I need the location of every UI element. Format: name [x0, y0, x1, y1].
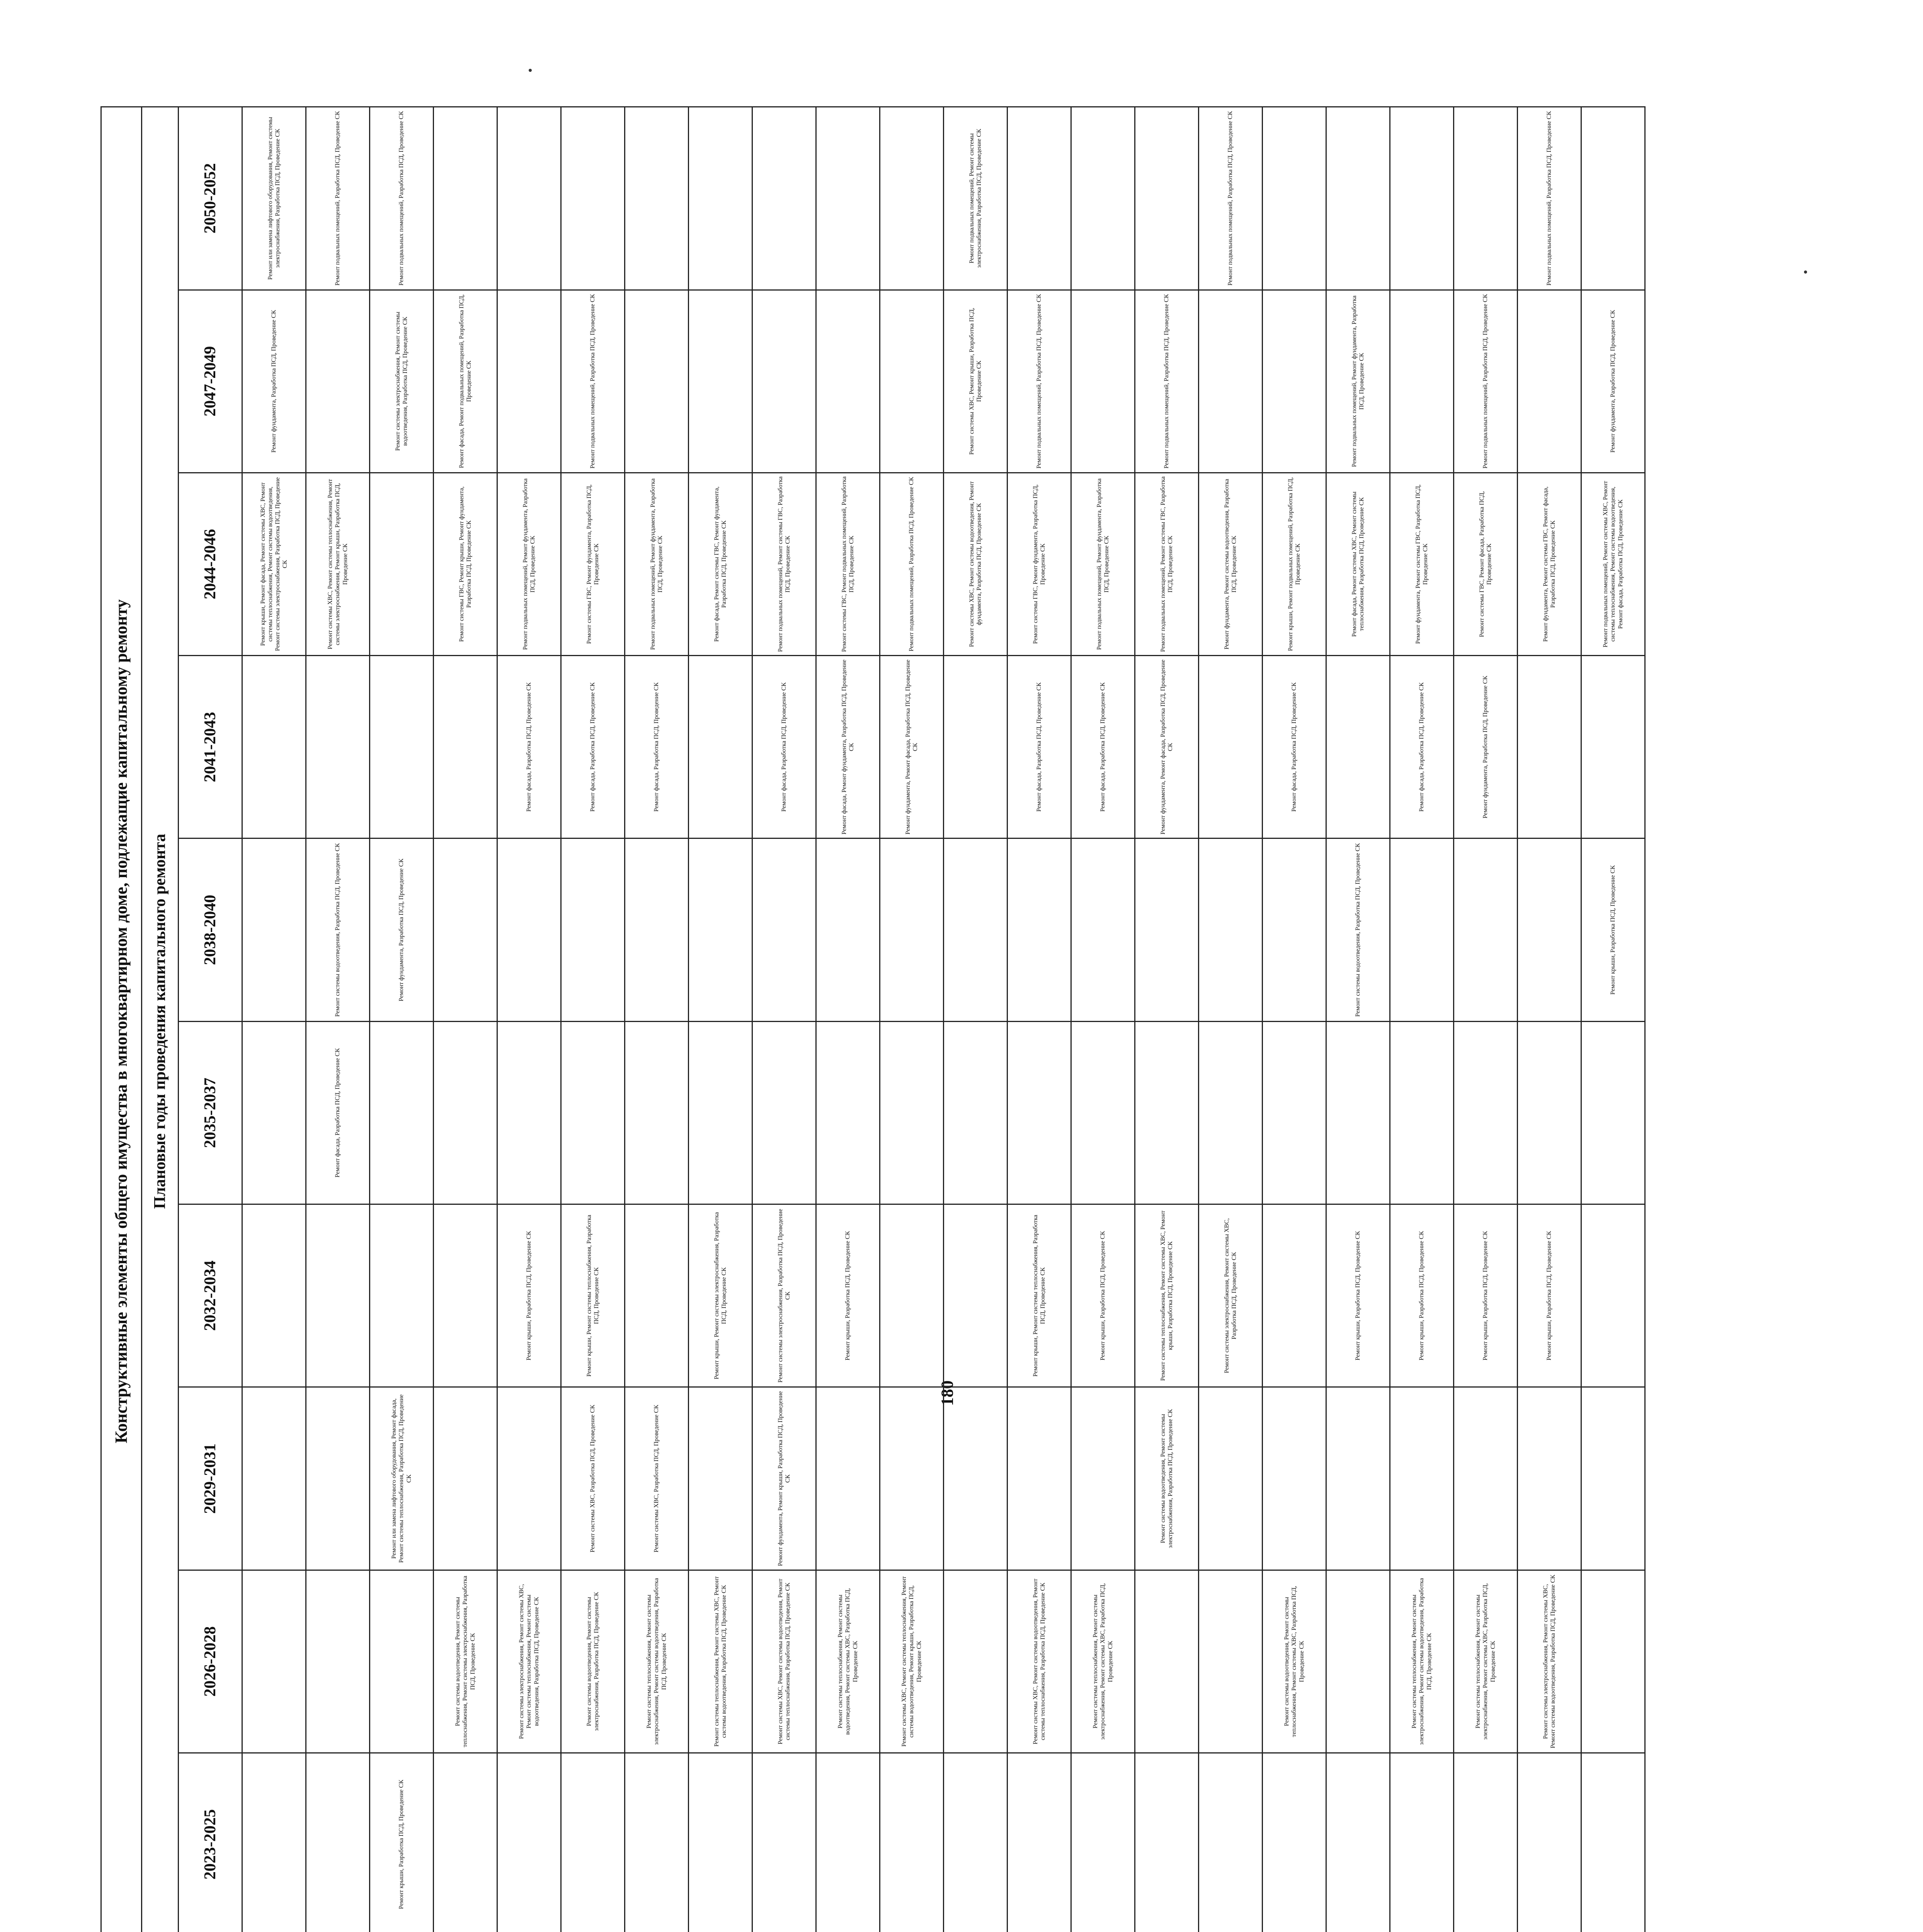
- repair-works-cell: Ремонт системы водоотведения, Ремонт системы электроснабжения, Разработка ПСД, Проведение СК: [1135, 1387, 1199, 1570]
- table-row: [1454, 107, 1518, 1932]
- repair-works-cell: [306, 1387, 370, 1570]
- repair-works-cell: [1581, 1570, 1645, 1753]
- repair-works-cell: [434, 1204, 497, 1387]
- repair-works-cell: [816, 1753, 880, 1932]
- repair-works-cell: Ремонт фундамента, Ремонт фасада, Разработка ПСД, Проведение СК: [1135, 656, 1199, 838]
- repair-works-cell: Ремонт фундамента, Ремонт системы ГВС, Разработка ПСД, Проведение СК: [1390, 473, 1454, 655]
- repair-works-cell: [1199, 838, 1263, 1021]
- repair-works-cell: [242, 1387, 306, 1570]
- repair-works-cell: [1071, 107, 1135, 290]
- repair-works-cell: [1263, 838, 1326, 1021]
- rotated-table-container: [100, 106, 1824, 1932]
- repair-works-cell: [1581, 1021, 1645, 1204]
- repair-works-cell: [944, 1204, 1007, 1387]
- repair-works-cell: Ремонт крыши, Ремонт системы теплоснабжения, Разработка ПСД, Проведение СК: [561, 1204, 625, 1387]
- repair-works-cell: [1263, 1021, 1326, 1204]
- repair-works-cell: [370, 656, 434, 838]
- repair-works-cell: [1390, 838, 1454, 1021]
- repair-works-cell: Ремонт крыши, Разработка ПСД, Проведение СК: [1326, 1204, 1390, 1387]
- repair-works-cell: [1199, 656, 1263, 838]
- repair-works-cell: [816, 1021, 880, 1204]
- repair-works-cell: [1007, 107, 1071, 290]
- repair-works-cell: [944, 656, 1007, 838]
- repair-works-cell: Ремонт системы электроснабжения, Ремонт системы ХВС, Ремонт системы теплоснабжения, Ремонт системы водоотведения, Разработка ПСД, Проведение СК: [497, 1570, 561, 1753]
- repair-works-cell: Ремонт системы теплоснабжения, Ремонт системы электроснабжения, Ремонт системы ХВС, Разработка ПСД, Проведение СК: [1071, 1570, 1135, 1753]
- repair-works-cell: Ремонт фасада, Разработка ПСД, Проведение СК: [561, 656, 625, 838]
- table-row: [752, 107, 816, 1932]
- repair-works-cell: Ремонт фасада, Ремонт системы ГВС, Ремонт фундамента, Разработка ПСД, Проведение СК: [689, 473, 752, 655]
- repair-works-cell: Ремонт системы ГВС, Ремонт фасада, Разработка ПСД, Проведение СК: [1454, 473, 1518, 655]
- repair-works-cell: Ремонт системы теплоснабжения, Ремонт системы ХВС, Ремонт крыши, Разработка ПСД, Проведение СК: [1135, 1204, 1199, 1387]
- repair-works-cell: Ремонт фасада, Разработка ПСД, Проведение СК: [752, 656, 816, 838]
- repair-works-cell: Ремонт подвальных помещений, Разработка ПСД, Проведение СК: [370, 107, 434, 290]
- repair-works-cell: Ремонт фасада, Разработка ПСД, Проведение СК: [1263, 656, 1326, 838]
- repair-works-cell: [816, 1387, 880, 1570]
- repair-works-cell: [561, 1753, 625, 1932]
- table-row: [944, 107, 1007, 1932]
- repair-works-cell: [1326, 1753, 1390, 1932]
- repair-works-cell: [370, 1021, 434, 1204]
- repair-works-cell: [306, 290, 370, 473]
- repair-works-cell: Ремонт крыши, Разработка ПСД, Проведение СК: [1390, 1204, 1454, 1387]
- repair-works-cell: [1071, 1753, 1135, 1932]
- repair-works-cell: [497, 1021, 561, 1204]
- repair-works-cell: [242, 1021, 306, 1204]
- repair-works-cell: Ремонт системы электроснабжения, Разработка ПСД, Проведение СК: [752, 1204, 816, 1387]
- repair-works-cell: [1263, 1387, 1326, 1570]
- repair-works-cell: [1199, 1387, 1263, 1570]
- repair-works-cell: [434, 1753, 497, 1932]
- repair-works-cell: Ремонт системы теплоснабжения, Ремонт системы электроснабжения, Ремонт системы водоотведения, Разработка ПСД, Проведение СК: [625, 1570, 689, 1753]
- repair-works-cell: Ремонт подвальных помещений, Ремонт фундамента, Разработка ПСД, Проведение СК: [1326, 290, 1390, 473]
- repair-works-cell: [1390, 1753, 1454, 1932]
- repair-works-cell: [1581, 107, 1645, 290]
- repair-works-cell: [689, 838, 752, 1021]
- table-row: [1199, 107, 1263, 1932]
- repair-works-cell: [1390, 290, 1454, 473]
- group-header-planned-years: Плановые годы проведения капитального ремонта: [142, 107, 179, 1932]
- repair-works-cell: [1581, 1387, 1645, 1570]
- repair-works-cell: Ремонт крыши, Разработка ПСД, Проведение СК: [1518, 1204, 1581, 1387]
- repair-works-cell: [242, 838, 306, 1021]
- table-row: [1071, 107, 1135, 1932]
- repair-works-cell: [752, 1753, 816, 1932]
- repair-works-cell: [752, 290, 816, 473]
- repair-works-cell: Ремонт системы электроснабжения, Ремонт системы ХВС, Разработка ПСД, Проведение СК: [1199, 1204, 1263, 1387]
- repair-works-cell: [242, 656, 306, 838]
- repair-works-cell: Ремонт крыши, Разработка ПСД, Проведение СК: [370, 1753, 434, 1932]
- repair-works-cell: [880, 1387, 944, 1570]
- repair-works-cell: Ремонт системы ГВС, Ремонт крыши, Ремонт фундамента, Разработка ПСД, Проведение СК: [434, 473, 497, 655]
- repair-works-cell: Ремонт системы теплоснабжения, Ремонт системы электроснабжения, Ремонт системы водоотведения, Разработка ПСД, Проведение СК: [1390, 1570, 1454, 1753]
- repair-works-cell: [1518, 838, 1581, 1021]
- repair-works-cell: [561, 838, 625, 1021]
- repair-works-cell: [1518, 1021, 1581, 1204]
- repair-works-cell: Ремонт фасада, Разработка ПСД, Проведение СК: [625, 656, 689, 838]
- repair-works-cell: Ремонт системы ГВС, Ремонт фундамента, Разработка ПСД, Проведение СК: [1007, 473, 1071, 655]
- repair-works-cell: [1326, 1570, 1390, 1753]
- repair-works-cell: [1326, 1021, 1390, 1204]
- repair-works-cell: [434, 1021, 497, 1204]
- repair-works-cell: Ремонт подвальных помещений, Разработка ПСД, Проведение СК: [1454, 290, 1518, 473]
- repair-works-cell: Ремонт системы электроснабжения, Ремонт системы водоотведения, Разработка ПСД, Проведение СК: [370, 290, 434, 473]
- repair-works-cell: [1071, 838, 1135, 1021]
- repair-works-cell: [242, 1204, 306, 1387]
- repair-works-cell: Ремонт подвальных помещений, Разработка ПСД, Проведение СК: [306, 107, 370, 290]
- repair-works-cell: [242, 1753, 306, 1932]
- table-row: [370, 107, 434, 1932]
- period-header-row: [179, 107, 242, 1932]
- repair-works-cell: Ремонт или замена лифтового оборудования, Ремонт фасада, Ремонт системы теплоснабжения, Разработка ПСД, Проведение СК: [370, 1387, 434, 1570]
- repair-works-cell: Ремонт подвальных помещений, Ремонт фундамента, Разработка ПСД, Проведение СК: [1071, 473, 1135, 655]
- repair-works-cell: Ремонт подвальных помещений, Ремонт системы ГВС, Разработка ПСД, Проведение СК: [752, 473, 816, 655]
- repair-works-cell: [625, 107, 689, 290]
- repair-works-cell: [1071, 290, 1135, 473]
- repair-works-cell: Ремонт фундамента, Ремонт фасада, Разработка ПСД, Проведение СК: [880, 656, 944, 838]
- repair-works-cell: Ремонт системы теплоснабжения, Ремонт системы ХВС, Ремонт системы водоотведения, Разработка ПСД, Проведение СК: [689, 1570, 752, 1753]
- repair-works-cell: [306, 656, 370, 838]
- repair-works-cell: [370, 473, 434, 655]
- repair-works-cell: [880, 290, 944, 473]
- repair-works-cell: [944, 838, 1007, 1021]
- repair-works-cell: [306, 1753, 370, 1932]
- repair-works-cell: [880, 107, 944, 290]
- repair-works-cell: Ремонт системы ГВС, Ремонт подвальных помещений, Разработка ПСД, Проведение СК: [816, 473, 880, 655]
- repair-works-cell: [752, 107, 816, 290]
- repair-works-cell: Ремонт системы электроснабжения, Ремонт системы ХВС, Ремонт системы водоотведения, Разработка ПСД, Проведение СК: [1518, 1570, 1581, 1753]
- repair-works-cell: Ремонт фасада, Ремонт подвальных помещений, Разработка ПСД, Проведение СК: [434, 290, 497, 473]
- repair-works-cell: Ремонт системы водоотведения, Разработка ПСД, Проведение СК: [306, 838, 370, 1021]
- repair-works-cell: [561, 107, 625, 290]
- repair-works-cell: [1326, 656, 1390, 838]
- repair-works-cell: [689, 656, 752, 838]
- repair-works-cell: Ремонт фасада, Ремонт фундамента, Разработка ПСД, Проведение СК: [816, 656, 880, 838]
- repair-works-cell: Ремонт крыши, Разработка ПСД, Проведение СК: [816, 1204, 880, 1387]
- repair-works-cell: Ремонт фундамента, Ремонт системы водоотведения, Разработка ПСД, Проведение СК: [1199, 473, 1263, 655]
- repair-works-cell: [370, 1570, 434, 1753]
- repair-works-cell: [944, 1570, 1007, 1753]
- repair-works-cell: [1135, 838, 1199, 1021]
- repair-works-cell: Ремонт крыши, Ремонт подвальных помещений, Разработка ПСД, Проведение СК: [1263, 473, 1326, 655]
- repair-works-cell: [752, 1021, 816, 1204]
- repair-works-cell: Ремонт крыши, Ремонт фасада, Ремонт системы ХВС, Ремонт системы теплоснабжения, Ремонт системы водоотведения, Ремонт системы электроснабжения, Разработка ПСД, Проведение СК: [242, 473, 306, 655]
- period-header: 2029-2031: [179, 1387, 242, 1570]
- repair-works-cell: [1454, 1387, 1518, 1570]
- repair-works-cell: [1199, 1021, 1263, 1204]
- repair-works-cell: Ремонт фасада, Разработка ПСД, Проведение СК: [1007, 656, 1071, 838]
- repair-works-cell: [1007, 1021, 1071, 1204]
- table-row: [880, 107, 944, 1932]
- repair-works-cell: Ремонт подвальных помещений, Разработка ПСД, Проведение СК: [1007, 290, 1071, 473]
- repair-works-cell: [1135, 1753, 1199, 1932]
- table-row: [1581, 107, 1645, 1932]
- repair-works-cell: Ремонт подвальных помещений, Разработка ПСД, Проведение СК: [1135, 290, 1199, 473]
- repair-works-cell: [880, 1021, 944, 1204]
- repair-works-cell: [1199, 290, 1263, 473]
- repair-works-cell: Ремонт подвальных помещений, Ремонт системы ХВС, Ремонт системы теплоснабжения, Ремонт системы водоотведения, Ремонт фасада, Разработка ПСД, Проведение СК: [1581, 473, 1645, 655]
- repair-works-cell: [1454, 107, 1518, 290]
- repair-works-cell: [497, 1387, 561, 1570]
- repair-works-cell: Ремонт подвальных помещений, Разработка ПСД, Проведение СК: [1518, 107, 1581, 290]
- repair-works-cell: [625, 1204, 689, 1387]
- repair-works-cell: [242, 1570, 306, 1753]
- repair-works-cell: Ремонт системы ХВС, Ремонт системы теплоснабжения, Ремонт системы водоотведения, Ремонт крыши, Разработка ПСД, Проведение СК: [880, 1570, 944, 1753]
- repair-works-cell: Ремонт системы ХВС, Ремонт крыши, Разработка ПСД, Проведение СК: [944, 290, 1007, 473]
- table-row: [242, 107, 306, 1932]
- repair-works-cell: Ремонт подвальных помещений, Ремонт фундамента, Разработка ПСД, Проведение СК: [625, 473, 689, 655]
- repair-works-cell: [625, 1753, 689, 1932]
- repair-works-cell: Ремонт системы ХВС, Разработка ПСД, Проведение СК: [625, 1387, 689, 1570]
- table-row: [689, 107, 752, 1932]
- repair-works-cell: Ремонт системы теплоснабжения, Ремонт системы водоотведения, Ремонт системы ХВС, Разработка ПСД, Проведение СК: [816, 1570, 880, 1753]
- repair-works-cell: Ремонт крыши, Ремонт системы электроснабжения, Разработка ПСД, Проведение СК: [689, 1204, 752, 1387]
- repair-works-cell: [689, 107, 752, 290]
- repair-works-cell: [1199, 1753, 1263, 1932]
- repair-works-cell: Ремонт фасада, Разработка ПСД, Проведение СК: [497, 656, 561, 838]
- repair-works-cell: Ремонт системы водоотведения, Ремонт системы теплоснабжения, Ремонт системы ХВС, Разработка ПСД, Проведение СК: [1263, 1570, 1326, 1753]
- repair-works-cell: Ремонт фасада, Разработка ПСД, Проведение СК: [1071, 656, 1135, 838]
- repair-works-cell: [816, 838, 880, 1021]
- table-row: [306, 107, 370, 1932]
- repair-works-cell: [1518, 656, 1581, 838]
- repair-works-cell: Ремонт фундамента, Разработка ПСД, Проведение СК: [242, 290, 306, 473]
- repair-works-cell: Ремонт крыши, Разработка ПСД, Проведение СК: [497, 1204, 561, 1387]
- repair-works-cell: Ремонт подвальных помещений, Ремонт фундамента, Разработка ПСД, Проведение СК: [497, 473, 561, 655]
- repair-works-cell: Ремонт подвальных помещений, Разработка ПСД, Проведение СК: [1199, 107, 1263, 290]
- period-header: 2038-2040: [179, 838, 242, 1021]
- repair-works-cell: Ремонт крыши, Разработка ПСД, Проведение СК: [1071, 1204, 1135, 1387]
- repair-works-cell: [434, 656, 497, 838]
- repair-works-cell: [880, 1204, 944, 1387]
- repair-works-cell: [752, 838, 816, 1021]
- repair-works-cell: Ремонт подвальных помещений, Ремонт системы электроснабжения, Разработка ПСД, Проведение СК: [944, 107, 1007, 290]
- repair-works-cell: Ремонт фундамента, Ремонт крыши, Разработка ПСД, Проведение СК: [752, 1387, 816, 1570]
- table-body: [242, 107, 1645, 1932]
- repair-works-cell: Ремонт фасада, Разработка ПСД, Проведение СК: [306, 1021, 370, 1204]
- repair-works-cell: [1390, 107, 1454, 290]
- repair-works-cell: Ремонт крыши, Разработка ПСД, Проведение СК: [1581, 838, 1645, 1021]
- repair-works-cell: [1135, 1021, 1199, 1204]
- repair-works-cell: Ремонт системы ХВС, Ремонт системы водоотведения, Ремонт фундамента, Разработка ПСД, Проведение СК: [944, 473, 1007, 655]
- repair-works-cell: [689, 1753, 752, 1932]
- repair-works-cell: [625, 290, 689, 473]
- period-header: 2035-2037: [179, 1021, 242, 1204]
- period-header: 2050-2052: [179, 107, 242, 290]
- repair-works-cell: [434, 1387, 497, 1570]
- period-header: 2041-2043: [179, 656, 242, 838]
- repair-works-cell: [497, 1753, 561, 1932]
- repair-works-cell: [944, 1753, 1007, 1932]
- repair-works-cell: [1326, 107, 1390, 290]
- table-row: [561, 107, 625, 1932]
- repair-works-cell: [1071, 1387, 1135, 1570]
- repair-works-cell: [1326, 1387, 1390, 1570]
- repair-works-cell: [1007, 1387, 1071, 1570]
- repair-works-cell: Ремонт системы теплоснабжения, Ремонт системы электроснабжения, Ремонт системы ХВС, Разработка ПСД, Проведение СК: [1454, 1570, 1518, 1753]
- repair-works-cell: [1518, 290, 1581, 473]
- repair-works-cell: Ремонт системы ХВС, Ремонт системы водоотведения, Ремонт системы теплоснабжения, Разработка ПСД, Проведение СК: [752, 1570, 816, 1753]
- repair-works-cell: [880, 838, 944, 1021]
- repair-works-cell: [816, 107, 880, 290]
- table-row: [1263, 107, 1326, 1932]
- repair-works-cell: [944, 1387, 1007, 1570]
- repair-works-cell: [434, 107, 497, 290]
- scan-speck: [529, 69, 532, 72]
- repair-works-cell: [1454, 838, 1518, 1021]
- page-number: 180: [938, 1380, 957, 1406]
- repair-works-cell: Ремонт фасада, Ремонт системы ХВС, Ремонт системы теплоснабжения, Разработка ПСД, Проведение СК: [1326, 473, 1390, 655]
- repair-works-cell: Ремонт системы ХВС, Разработка ПСД, Проведение СК: [561, 1387, 625, 1570]
- period-header: 2023-2025: [179, 1753, 242, 1932]
- period-header: 2044-2046: [179, 473, 242, 655]
- repair-works-cell: Ремонт крыши, Ремонт системы теплоснабжения, Разработка ПСД, Проведение СК: [1007, 1204, 1071, 1387]
- repair-works-cell: [306, 1570, 370, 1753]
- repair-works-cell: [1007, 1753, 1071, 1932]
- repair-works-cell: [1263, 107, 1326, 290]
- table-row: [1326, 107, 1390, 1932]
- repair-works-cell: [880, 1753, 944, 1932]
- repair-works-cell: [1581, 1753, 1645, 1932]
- table-row: [1390, 107, 1454, 1932]
- repair-works-cell: Ремонт подвальных помещений, Разработка ПСД, Проведение СК: [880, 473, 944, 655]
- repair-works-cell: [689, 1387, 752, 1570]
- repair-works-cell: [1454, 1021, 1518, 1204]
- table-row: [1007, 107, 1071, 1932]
- period-header: 2026-2028: [179, 1570, 242, 1753]
- repair-works-cell: [1518, 1387, 1581, 1570]
- group-header-elements: Конструктивные элементы общего имущества в многоквартирном доме, подлежащие капитальному ремонту: [101, 107, 142, 1932]
- repair-works-cell: Ремонт системы водоотведения, Разработка ПСД, Проведение СК: [1326, 838, 1390, 1021]
- table-row: [1518, 107, 1581, 1932]
- repair-works-cell: [944, 1021, 1007, 1204]
- repair-works-cell: [1390, 1021, 1454, 1204]
- table-row: [1135, 107, 1199, 1932]
- repair-works-cell: Ремонт подвальных помещений, Ремонт системы ГВС, Разработка ПСД, Проведение СК: [1135, 473, 1199, 655]
- repair-works-cell: Ремонт системы водоотведения, Ремонт системы электроснабжения, Разработка ПСД, Проведение СК: [561, 1570, 625, 1753]
- repair-works-cell: Ремонт фундамента, Разработка ПСД, Проведение СК: [1581, 290, 1645, 473]
- repair-works-cell: [625, 1021, 689, 1204]
- repair-works-cell: Ремонт фундамента, Разработка ПСД, Проведение СК: [1454, 656, 1518, 838]
- table-row: [625, 107, 689, 1932]
- table-row: [816, 107, 880, 1932]
- capital-repair-table: [100, 106, 1646, 1932]
- repair-works-cell: [1518, 1753, 1581, 1932]
- repair-works-cell: [1007, 838, 1071, 1021]
- repair-works-cell: Ремонт системы водоотведения, Ремонт системы теплоснабжения, Ремонт системы электроснабжения, Разработка ПСД, Проведение СК: [434, 1570, 497, 1753]
- repair-works-cell: [1263, 1753, 1326, 1932]
- repair-works-cell: Ремонт фасада, Разработка ПСД, Проведение СК: [1390, 656, 1454, 838]
- repair-works-cell: [1581, 1204, 1645, 1387]
- repair-works-cell: Ремонт фундамента, Ремонт системы ГВС, Ремонт фасада, Разработка ПСД, Проведение СК: [1518, 473, 1581, 655]
- repair-works-cell: [497, 107, 561, 290]
- repair-works-cell: [561, 1021, 625, 1204]
- repair-works-cell: [1454, 1753, 1518, 1932]
- repair-works-cell: Ремонт фундамента, Разработка ПСД, Проведение СК: [370, 838, 434, 1021]
- repair-works-cell: Ремонт системы ХВС, Ремонт системы водоотведения, Ремонт системы теплоснабжения, Разработка ПСД, Проведение СК: [1007, 1570, 1071, 1753]
- repair-works-cell: [497, 290, 561, 473]
- repair-works-cell: [1135, 1570, 1199, 1753]
- repair-works-cell: [1263, 290, 1326, 473]
- repair-works-cell: [1199, 1570, 1263, 1753]
- repair-works-cell: Ремонт системы ХВС, Ремонт системы теплоснабжения, Ремонт системы электроснабжения, Ремонт крыши, Разработка ПСД, Проведение СК: [306, 473, 370, 655]
- repair-works-cell: Ремонт системы ГВС, Ремонт фундамента, Разработка ПСД, Проведение СК: [561, 473, 625, 655]
- repair-works-cell: [1581, 656, 1645, 838]
- repair-works-cell: [497, 838, 561, 1021]
- repair-works-cell: [1071, 1021, 1135, 1204]
- repair-works-cell: [625, 838, 689, 1021]
- repair-works-cell: Ремонт крыши, Разработка ПСД, Проведение СК: [1454, 1204, 1518, 1387]
- repair-works-cell: Ремонт или замена лифтового оборудования, Ремонт системы электроснабжения, Разработка ПСД, Проведение СК: [242, 107, 306, 290]
- period-header: 2032-2034: [179, 1204, 242, 1387]
- repair-works-cell: [1263, 1204, 1326, 1387]
- repair-works-cell: [370, 1204, 434, 1387]
- table-row: [434, 107, 497, 1932]
- repair-works-cell: [434, 838, 497, 1021]
- period-header: 2047-2049: [179, 290, 242, 473]
- repair-works-cell: Ремонт подвальных помещений, Разработка ПСД, Проведение СК: [561, 290, 625, 473]
- repair-works-cell: [689, 1021, 752, 1204]
- repair-works-cell: [689, 290, 752, 473]
- repair-works-cell: [306, 1204, 370, 1387]
- repair-works-cell: [1135, 107, 1199, 290]
- repair-works-cell: [816, 290, 880, 473]
- table-row: [497, 107, 561, 1932]
- repair-works-cell: [1390, 1387, 1454, 1570]
